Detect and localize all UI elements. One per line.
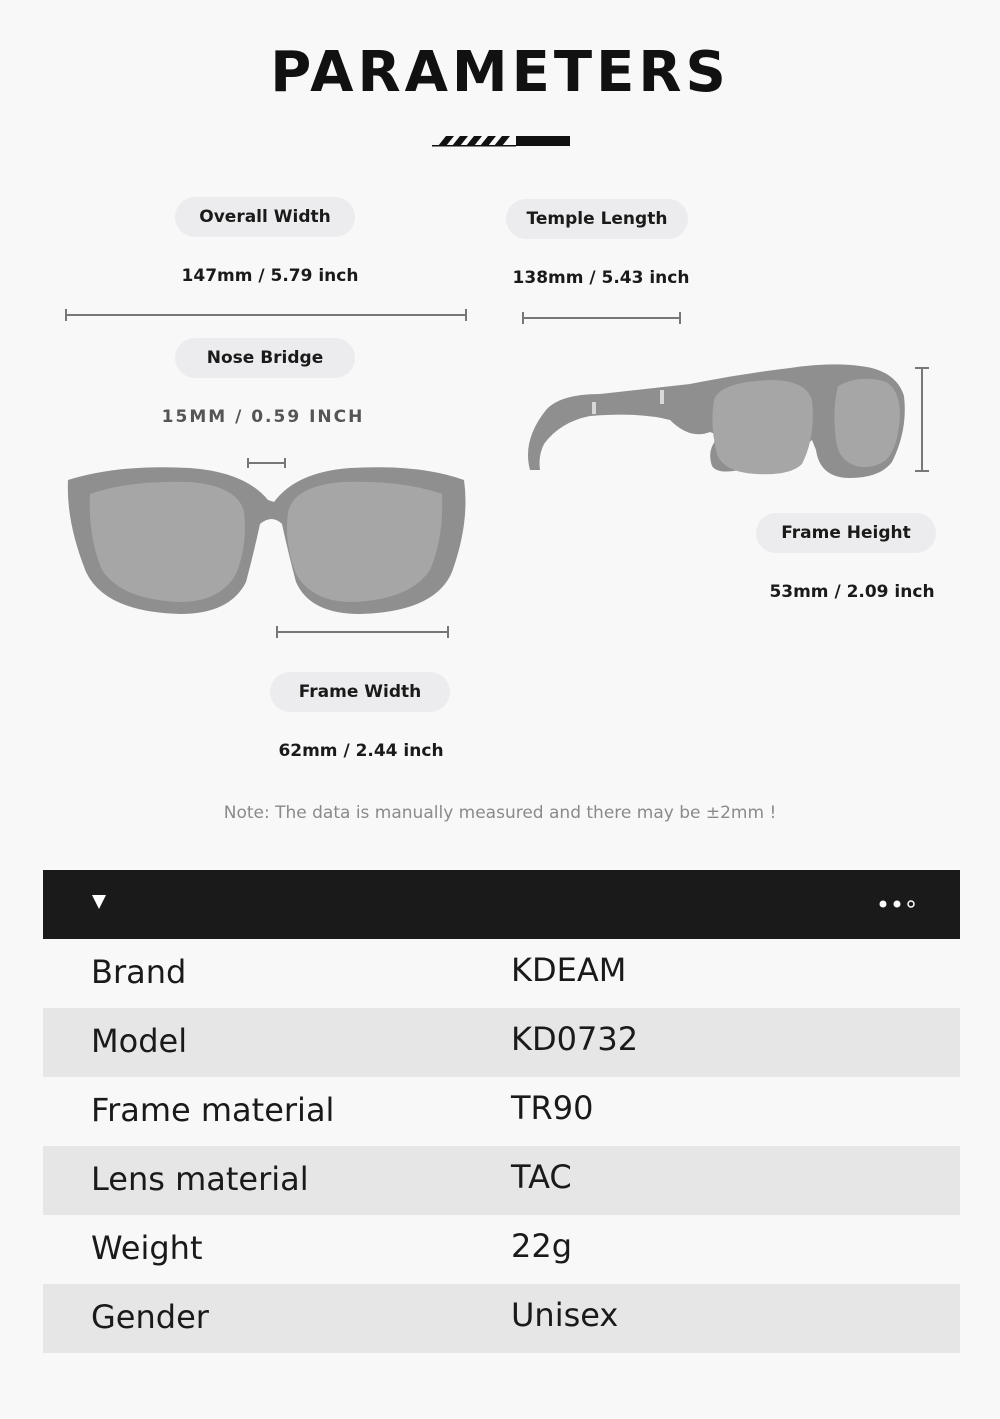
spec-label: Model [91,1022,188,1060]
overall-width-dimension-line [62,307,472,323]
temple-length-dimension-line [520,310,684,326]
spec-value: Unisex [511,1296,619,1334]
spec-table [43,939,960,1353]
spec-row-gender [43,1284,960,1353]
overall-width-label: Overall Width [175,197,355,237]
sunglasses-side-view [520,360,912,486]
temple-length-label: Temple Length [506,199,688,239]
title-underline-decoration [432,134,572,148]
frame-width-value: 62mm / 2.44 inch [278,741,444,761]
spec-value: KDEAM [511,951,627,989]
spec-value: TR90 [511,1089,594,1127]
spec-row-lens-material [43,1146,960,1215]
spec-table-header [43,870,960,939]
frame-height-value: 53mm / 2.09 inch [769,582,935,602]
spec-row-weight [43,1215,960,1284]
measurement-note: Note: The data is manually measured and there may be ±2mm ! [223,803,777,823]
spec-label: Frame material [91,1091,335,1129]
frame-height-dimension-line [912,365,932,475]
triangle-down-icon [92,895,106,909]
spec-row-model [43,1008,960,1077]
spec-label: Gender [91,1298,209,1336]
page-title: PARAMETERS [270,40,730,105]
spec-row-brand [43,939,960,1008]
spec-row-frame-material [43,1077,960,1146]
overall-width-value: 147mm / 5.79 inch [181,266,359,286]
spec-label: Lens material [91,1160,309,1198]
sunglasses-front-view [60,462,472,620]
frame-width-dimension-line [274,624,452,640]
nose-bridge-value: 15MM / 0.59 INCH [161,407,365,427]
nose-bridge-label: Nose Bridge [175,338,355,378]
spec-value: 22g [511,1227,573,1265]
dots-icon [877,898,921,910]
frame-width-label: Frame Width [270,672,450,712]
spec-value: KD0732 [511,1020,639,1058]
spec-label: Brand [91,953,187,991]
spec-value: TAC [511,1158,572,1196]
frame-height-label: Frame Height [756,513,936,553]
temple-length-value: 138mm / 5.43 inch [512,268,690,288]
spec-label: Weight [91,1229,203,1267]
